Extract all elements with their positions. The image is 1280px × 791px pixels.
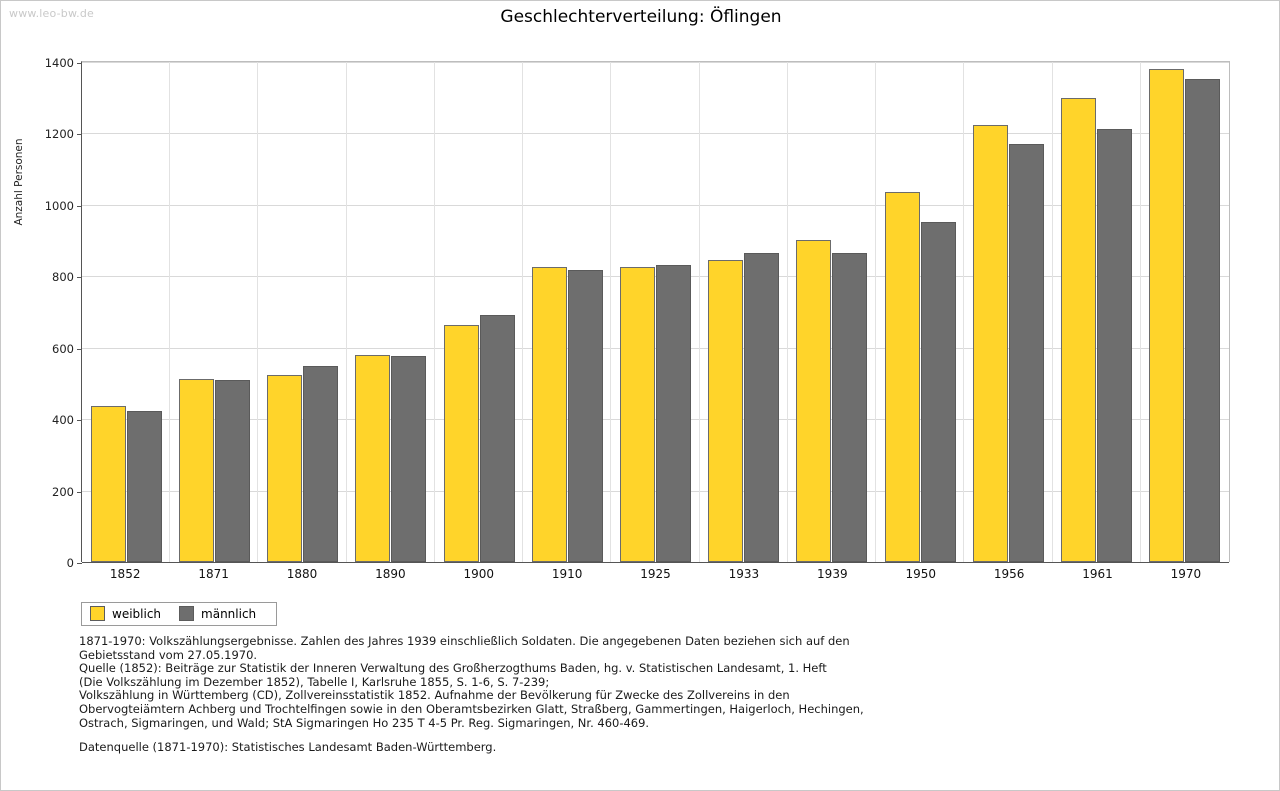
bar-male <box>1185 79 1220 562</box>
bar-female <box>444 325 479 563</box>
note-line: Quelle (1852): Beiträge zur Statistik der Inneren Verwaltung des Großherzogthums Baden, hg. v. Statistischen Landesamt, 1. Heft <box>79 661 827 676</box>
y-tick-label: 1000 <box>44 198 74 213</box>
legend-item-maennlich <box>179 606 266 621</box>
bar-group <box>82 62 170 562</box>
bar-group <box>788 62 876 562</box>
bar-group <box>170 62 258 562</box>
note-line: Obervogteiämtern Achberg und Trochtelfingen sowie in den Oberamtsbezirken Glatt, Straßberg, Gammertingen, Haigerloch, Hechingen, <box>79 701 864 716</box>
x-axis-labels <box>81 563 1230 585</box>
bar-female <box>620 267 655 562</box>
y-tick-label: 1200 <box>44 127 74 142</box>
note-line: Volkszählung in Württemberg (CD), Zollvereinsstatistik 1852. Aufnahme der Bevölkerung für Zwecke des Zollvereins in den <box>79 688 790 703</box>
note-line: Ostrach, Sigmaringen, und Wald; StA Sigmaringen Ho 235 T 4-5 Pr. Reg. Sigmaringen, Nr. 460-469. <box>79 715 650 730</box>
x-tick-label: 1925 <box>640 567 671 581</box>
bar-female <box>91 406 126 562</box>
bar-male <box>568 270 603 562</box>
bar-group <box>258 62 346 562</box>
plot-area <box>44 56 1230 570</box>
bar-female <box>885 192 920 562</box>
y-tick-label: 600 <box>52 341 74 356</box>
y-tick-label: 0 <box>66 556 74 570</box>
bar-group <box>700 62 788 562</box>
bar-female <box>796 240 831 563</box>
bar-male <box>480 315 515 562</box>
x-tick-label: 1910 <box>551 567 583 581</box>
bar-female <box>1061 98 1096 562</box>
bar-male <box>1097 129 1132 562</box>
bar-male <box>921 222 956 562</box>
bar-female <box>267 375 302 562</box>
y-axis-label: Anzahl Personen <box>13 138 25 226</box>
y-tick-label: 200 <box>52 484 74 499</box>
bar-group <box>876 62 964 562</box>
bar-male <box>391 356 426 562</box>
x-tick-label: 1950 <box>905 567 936 581</box>
bar-male <box>303 366 338 562</box>
x-tick-label: 1890 <box>375 567 406 581</box>
chart-title: Geschlechterverteilung: Öflingen <box>500 7 782 27</box>
x-tick-label: 1961 <box>1082 567 1113 581</box>
x-tick-label: 1852 <box>109 567 141 581</box>
x-tick-label: 1871 <box>198 567 229 581</box>
bar-male <box>1009 144 1044 562</box>
bar-group <box>1141 62 1229 562</box>
bar-group <box>347 62 435 562</box>
watermark: www.leo-bw.de <box>9 7 95 20</box>
y-tick-label: 400 <box>52 413 74 428</box>
bar-group <box>611 62 699 562</box>
bar-group <box>523 62 611 562</box>
legend <box>81 602 277 626</box>
bar-male <box>832 253 867 562</box>
bar-male <box>127 411 162 562</box>
bar-male <box>656 265 691 562</box>
x-tick-label: 1933 <box>728 567 760 581</box>
x-tick-label: 1956 <box>993 567 1025 581</box>
bar-group <box>964 62 1052 562</box>
bar-female <box>355 355 390 563</box>
legend-item-weiblich <box>90 606 171 621</box>
x-tick-label: 1900 <box>463 567 495 581</box>
bar-female <box>179 379 214 562</box>
y-tick-label: 800 <box>52 270 74 285</box>
legend-label-female: weiblich <box>112 606 162 621</box>
note-line: Gebietsstand vom 27.05.1970. <box>79 647 258 662</box>
bar-male <box>215 380 250 563</box>
bar-female <box>973 125 1008 563</box>
bar-groups <box>82 62 1229 562</box>
bar-female <box>532 267 567 562</box>
note-line: 1871-1970: Volkszählungsergebnisse. Zahlen des Jahres 1939 einschließlich Soldaten. Die angegebenen Daten beziehen sich auf den <box>79 634 850 648</box>
bar-male <box>744 253 779 562</box>
bar-female <box>708 260 743 562</box>
x-tick-label: 1939 <box>817 567 848 581</box>
bar-female <box>1149 69 1184 562</box>
legend-label-male: männlich <box>201 606 257 621</box>
bar-group <box>1053 62 1141 562</box>
x-tick-label: 1880 <box>286 567 318 581</box>
y-tick-label: 1400 <box>44 56 74 70</box>
bar-group <box>435 62 523 562</box>
x-tick-label: 1970 <box>1170 567 1202 581</box>
note-line: (Die Volkszählung im Dezember 1852), Tabelle I, Karlsruhe 1855, S. 1-6, S. 7-239; <box>79 674 550 689</box>
notes-block <box>79 635 1199 730</box>
data-source-note: Datenquelle (1871-1970): Statistisches Landesamt Baden-Württemberg. <box>79 740 497 754</box>
legend-swatch-female-icon <box>90 606 105 621</box>
legend-swatch-male-icon <box>179 606 194 621</box>
